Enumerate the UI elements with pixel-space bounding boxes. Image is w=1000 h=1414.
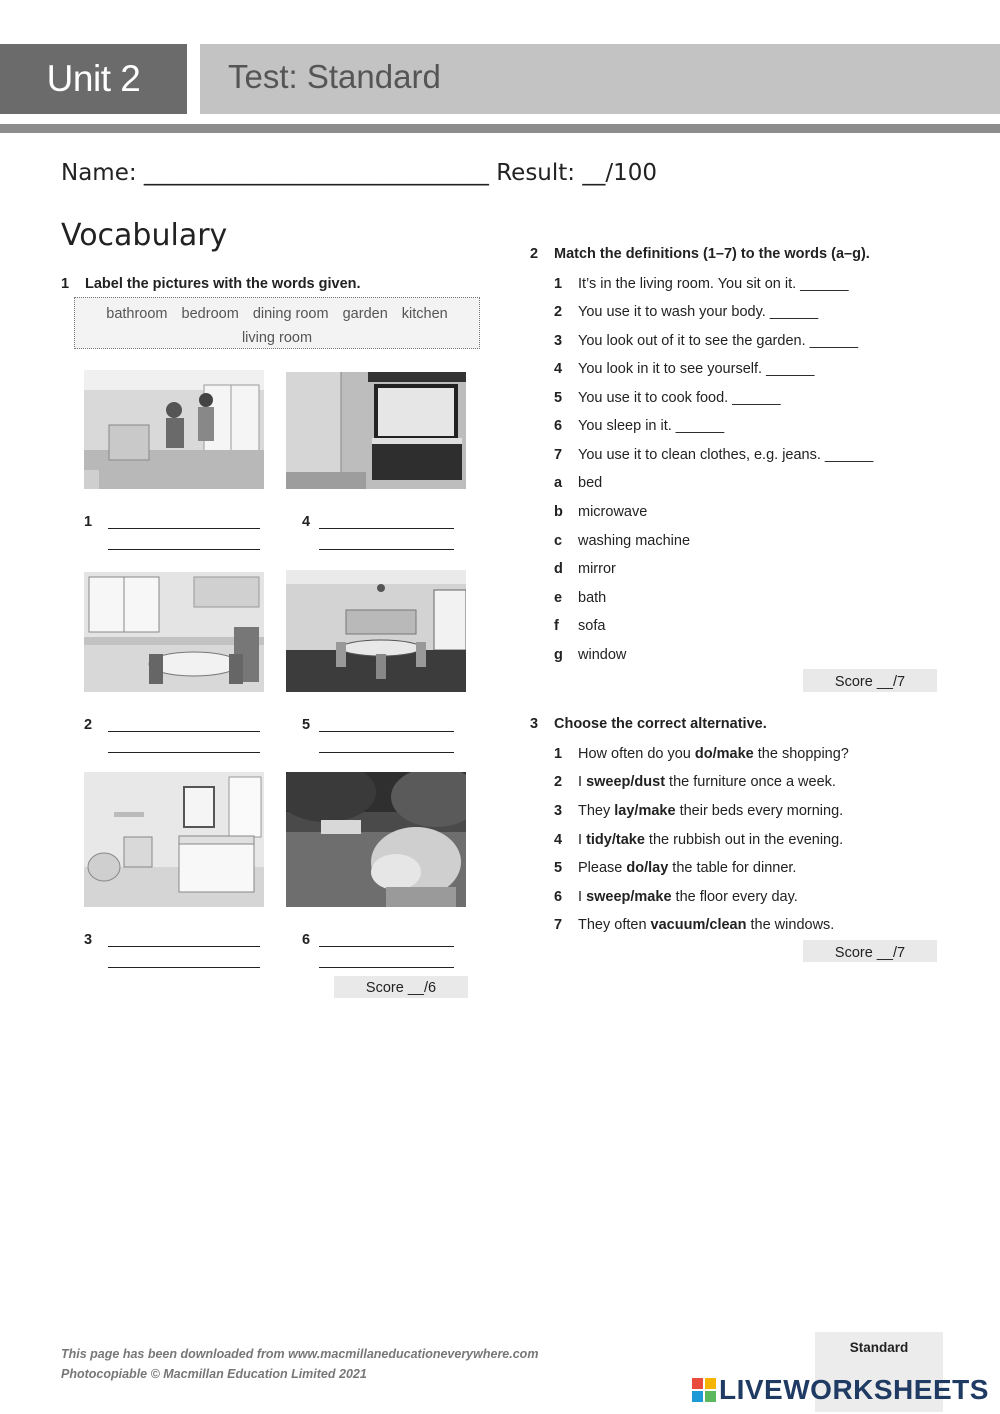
q2-instruction: Match the definitions (1–7) to the words (a–g).: [554, 246, 870, 262]
q3-heading: [530, 716, 767, 732]
alternative-choice[interactable]: sweep/make: [586, 889, 672, 905]
picture-2-kitchen: [84, 572, 264, 692]
unit-title: Unit 2: [0, 44, 187, 114]
word-bathroom: bathroom: [106, 306, 168, 322]
word-kitchen: kitchen: [401, 306, 448, 322]
answer-line-5b[interactable]: [319, 752, 454, 753]
level-label: Standard: [849, 1340, 909, 1355]
liveworksheets-cube-icon: [692, 1377, 716, 1409]
alternative-choice[interactable]: do/lay: [626, 860, 669, 876]
answer-line-2b[interactable]: [108, 752, 260, 753]
test-title: Test: Standard: [200, 44, 1000, 114]
q1-number: 1: [61, 276, 70, 292]
word-bedroom: bedroom: [181, 306, 239, 322]
answer-line-3a[interactable]: [108, 946, 260, 947]
q1-score: Score __/6: [334, 976, 468, 998]
picture-5-dining-room: [286, 570, 466, 692]
answer-line-2a[interactable]: [108, 731, 260, 732]
alternative-choice[interactable]: lay/make: [614, 803, 676, 819]
picture-1-living-room: [84, 370, 264, 489]
answer-line-4a[interactable]: [319, 528, 454, 529]
picture-2-number: 2: [84, 717, 93, 733]
q2-score: Score __/7: [803, 669, 937, 692]
picture-5-number: 5: [302, 717, 311, 733]
word-dining-room: dining room: [252, 306, 329, 322]
picture-3-number: 3: [84, 932, 93, 948]
answer-line-5a[interactable]: [319, 731, 454, 732]
liveworksheets-text: LIVEWORKSHEETS: [719, 1374, 989, 1405]
picture-4-number: 4: [302, 514, 311, 530]
picture-6-garden: [286, 772, 466, 907]
q3-number: 3: [530, 716, 539, 732]
q2-number: 2: [530, 246, 539, 262]
alternative-choice[interactable]: vacuum/clean: [650, 917, 747, 933]
footer-copyright: Photocopiable © Macmillan Education Limited 2021: [61, 1367, 367, 1381]
picture-3-bedroom: [84, 772, 264, 907]
answer-line-4b[interactable]: [319, 549, 454, 550]
answer-line-3b[interactable]: [108, 967, 260, 968]
alternative-choice[interactable]: sweep/dust: [586, 774, 666, 790]
picture-4-bathroom: [286, 372, 466, 489]
answer-line-1b[interactable]: [108, 549, 260, 550]
alternative-choice[interactable]: tidy/take: [586, 832, 645, 848]
q1-instruction: Label the pictures with the words given.: [85, 276, 361, 292]
liveworksheets-logo[interactable]: [692, 1374, 989, 1409]
word-garden: garden: [342, 306, 388, 322]
name-result-line: Name: ______________________________ Result: __/100: [61, 160, 658, 186]
word-living-room: living room: [241, 330, 313, 346]
picture-6-number: 6: [302, 932, 311, 948]
q1-heading: [61, 276, 361, 292]
q3-instruction: Choose the correct alternative.: [554, 716, 767, 732]
answer-line-1a[interactable]: [108, 528, 260, 529]
footer-download-note: This page has been downloaded from www.macmillaneducationeverywhere.com: [61, 1347, 539, 1361]
picture-1-number: 1: [84, 514, 93, 530]
answer-line-6a[interactable]: [319, 946, 454, 947]
section-title: Vocabulary: [61, 218, 228, 253]
alternative-choice[interactable]: do/make: [694, 746, 754, 762]
header-divider: [0, 124, 1000, 133]
answer-line-6b[interactable]: [319, 967, 454, 968]
q3-score: Score __/7: [803, 940, 937, 962]
word-box: [74, 297, 480, 349]
q2-heading: [530, 246, 870, 262]
